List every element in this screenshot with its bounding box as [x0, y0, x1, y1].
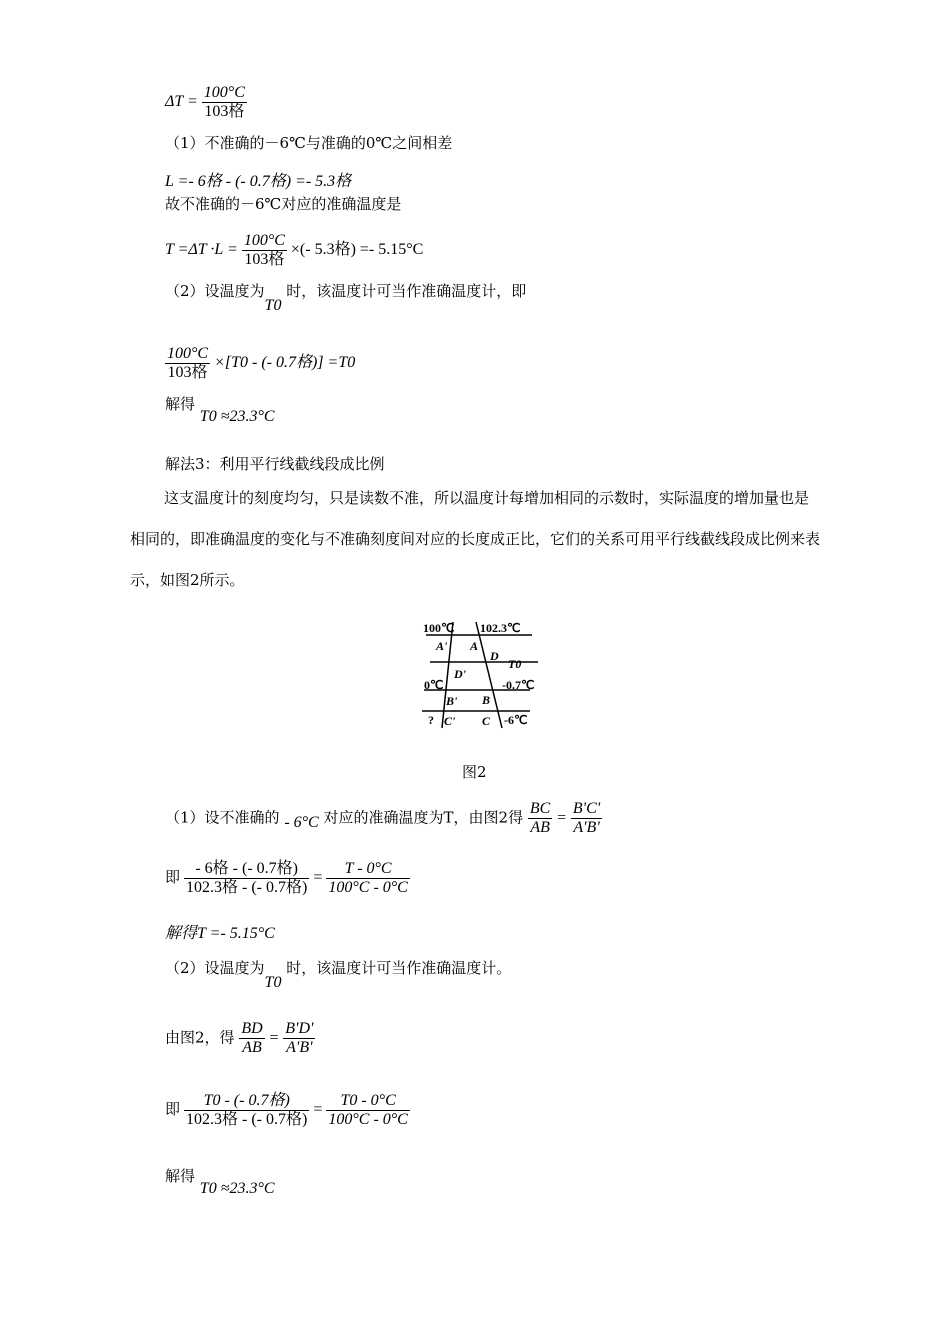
fraction-left [184, 1092, 309, 1129]
text-line-1: （1）不准确的－6℃与准确的0℃之间相差 [165, 134, 453, 152]
text-part: 时，该温度计可当作准确温度计，即 [286, 282, 527, 300]
solve-label: 解得 [165, 395, 196, 413]
l-equation: L =- 6格 - (- 0.7格) =- 5.3格 [165, 173, 352, 190]
denominator: 100°C - 0°C [328, 1111, 408, 1128]
fraction-bc-ab [528, 800, 552, 837]
fraction-right [326, 1092, 409, 1129]
fraction-bd-ab [239, 1020, 264, 1057]
text-part: 由图2，得 [165, 1028, 235, 1047]
denominator: AB [530, 819, 550, 836]
numerator: T0 - (- 0.7格) [184, 1092, 309, 1111]
prefix: 即 [165, 870, 181, 887]
denominator: AB [242, 1039, 262, 1056]
fraction [165, 345, 210, 382]
numerator: BD [241, 1020, 263, 1037]
point-d: D [490, 649, 499, 663]
t0-symbol: T0 [264, 974, 282, 991]
fraction [242, 232, 287, 269]
text-part: （2）设温度为 [165, 282, 265, 300]
question-2-equation: 即 $\frac{\text{T0 - (- 0.7格)}}{\text{102.3格 - (- 0.7格)}}$ = $\frac{T0 - 0^\circ C}{100^\circ C - 0^\circ C}$ [165, 1092, 408, 1128]
text-line-2: 故不准确的－6℃对应的准确温度是 [165, 195, 402, 213]
denominator: 102.3格 - (- 0.7格) [186, 879, 308, 896]
point-a-prime: A' [436, 639, 448, 653]
solve-line-1 [165, 394, 275, 425]
numerator: B'D' [285, 1020, 314, 1037]
denominator: A'B' [573, 819, 600, 836]
denominator: 103格 [244, 251, 285, 268]
question-2-line [165, 958, 512, 991]
figure-ref-line: 由图2，得 $\frac{BD}{AB}$ = $\frac{B'D'}{A'B'}$ [165, 1020, 314, 1056]
text-line-3 [165, 281, 527, 314]
label-t0: T0 [508, 657, 522, 671]
numerator: T0 - 0°C [326, 1092, 409, 1111]
prefix: 即 [165, 1102, 181, 1119]
t0-symbol: T0 [264, 297, 282, 314]
numerator: BC [529, 800, 551, 817]
question-1-line: （1）设不准确的 - 6°C 对应的准确温度为T，由图2得 $\frac{BC}{AB}$ = $\frac{B'C'}{A'B'}$ [165, 800, 601, 836]
label-question: ? [428, 713, 434, 727]
eq-lhs: T =ΔT ·L = [165, 241, 238, 259]
numerator: B'C' [572, 800, 601, 817]
point-b: B [482, 693, 491, 707]
fraction-bc-ab-prime [571, 800, 602, 837]
numerator: 100°C [243, 232, 285, 249]
numerator: 100°C [167, 345, 209, 362]
solve-label: 解得 [165, 1167, 196, 1185]
text-part: （2）设温度为 [165, 959, 265, 977]
label-0c: 0℃ [424, 678, 444, 692]
fraction-left [184, 860, 309, 897]
text-part: 对应的准确温度为T，由图2得 [323, 808, 524, 827]
numerator: - 6格 - (- 0.7格) [184, 860, 309, 879]
point-c: C [482, 714, 491, 728]
solve-value: T0 ≈23.3°C [199, 1180, 275, 1197]
question-1-equation: 即 $\frac{\text{- 6格 - (- 0.7格)}}{\text{102.3格 - (- 0.7格)}}$ = $\frac{T - 0^\circ C}{100^\circ C - 0^\circ C}$ [165, 860, 408, 896]
method-3-paragraph: 这支温度计的刻度均匀，只是读数不准，所以温度计每增加相同的示数时，实际温度的增加量也是相同的，即准确温度的变化与不准确刻度间对应的长度成正比，它们的关系可用平行线截线段成比例来表示，如图2所示。 [130, 489, 821, 589]
point-d-prime: D' [454, 667, 466, 681]
point-a: A [470, 639, 479, 653]
delta-t-equation [165, 84, 247, 121]
point-c-prime: C' [444, 714, 456, 728]
figure-caption: 图2 [462, 763, 487, 781]
temp-value: - 6°C [284, 813, 319, 831]
denominator: 100°C - 0°C [328, 879, 408, 896]
label-minus-0-7c: -0.7℃ [502, 678, 535, 692]
fraction-bd-ab-prime [283, 1020, 315, 1057]
solve-line-3 [165, 1166, 275, 1197]
eq-lhs: ΔT = [165, 93, 198, 111]
label-100c: 100℃ [423, 621, 455, 635]
figure-2-diagram [420, 618, 540, 733]
solve-value: T0 ≈23.3°C [199, 408, 275, 425]
denominator: 102.3格 - (- 0.7格) [186, 1111, 308, 1128]
eq-rhs: ×[T0 - (- 0.7格)] =T0 [214, 354, 356, 372]
method-3-heading: 解法3：利用平行线截线段成比例 [165, 455, 385, 473]
label-minus-6c: -6℃ [504, 713, 528, 727]
denominator: 103格 [167, 364, 208, 381]
fraction [202, 84, 247, 121]
numerator: T - 0°C [326, 860, 409, 879]
numerator: 100°C [203, 84, 245, 101]
text-part: 时，该温度计可当作准确温度计。 [286, 959, 512, 977]
solve-line-2: 解得T =- 5.15°C [165, 925, 275, 942]
t-equation [165, 232, 423, 269]
fraction-right [326, 860, 409, 897]
denominator: 103格 [204, 103, 245, 120]
eq-rhs: ×(- 5.3格) =- 5.15°C [290, 241, 424, 259]
label-102-3c: 102.3℃ [480, 621, 521, 635]
t0-equation [165, 345, 355, 382]
point-b-prime: B' [446, 694, 458, 708]
denominator: A'B' [286, 1039, 313, 1056]
text-part: （1）设不准确的 [165, 808, 280, 827]
